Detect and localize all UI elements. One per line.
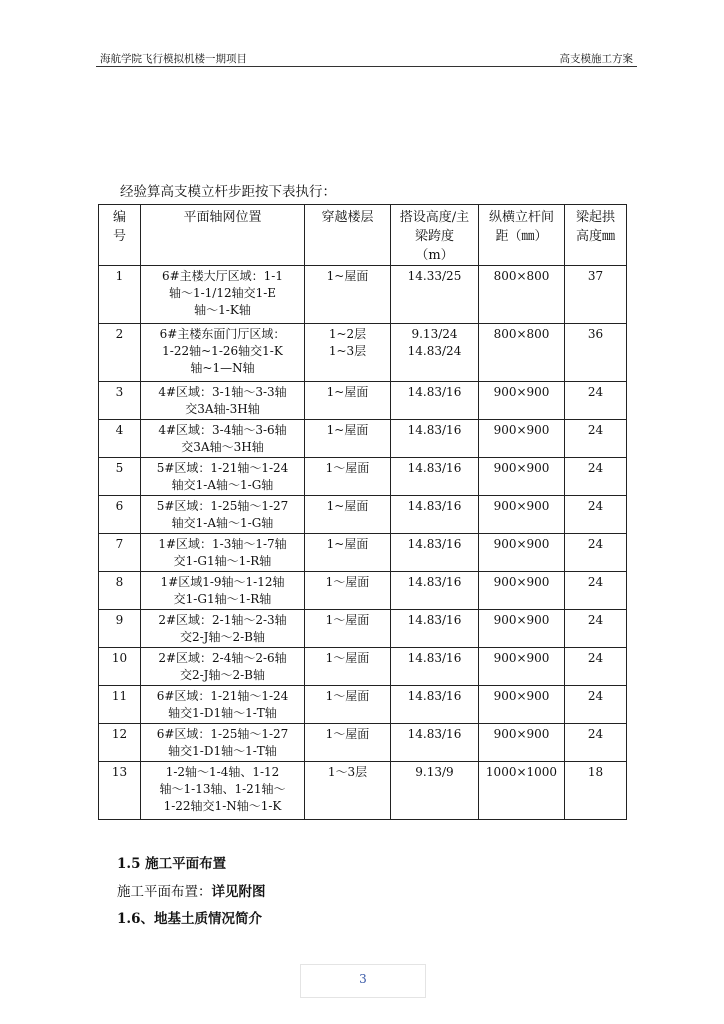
cell-height-span: 14.83/16 bbox=[391, 648, 479, 686]
cell-pole-spacing: 900×900 bbox=[479, 382, 565, 420]
cell-camber: 36 bbox=[565, 324, 627, 382]
cell-camber: 37 bbox=[565, 266, 627, 324]
cell-axis-position: 2#区域：2-1轴～2-3轴 交2-J轴～2-B轴 bbox=[141, 610, 305, 648]
cell-height-span: 14.83/16 bbox=[391, 458, 479, 496]
cell-axis-position: 6#主楼东面门厅区域： 1-22轴~1-26轴交1-K 轴~1—N轴 bbox=[141, 324, 305, 382]
cell-pole-spacing: 900×900 bbox=[479, 496, 565, 534]
table-row bbox=[99, 420, 627, 458]
cell-height-span: 14.83/16 bbox=[391, 686, 479, 724]
cell-axis-position: 1-2轴～1-4轴、1-12 轴～1-13轴、1-21轴～ 1-22轴交1-N轴～1-K bbox=[141, 762, 305, 820]
cell-floors: 1～3层 bbox=[305, 762, 391, 820]
cell-floors: 1~屋面 bbox=[305, 266, 391, 324]
cell-camber: 24 bbox=[565, 496, 627, 534]
table-row bbox=[99, 648, 627, 686]
cell-floors: 1~屋面 bbox=[305, 496, 391, 534]
cell-height-span: 9.13/24 14.83/24 bbox=[391, 324, 479, 382]
cell-height-span: 9.13/9 bbox=[391, 762, 479, 820]
table-row bbox=[99, 686, 627, 724]
cell-floors: 1~屋面 bbox=[305, 420, 391, 458]
cell-axis-position: 6#区域：1-21轴～1-24 轴交1-D1轴～1-T轴 bbox=[141, 686, 305, 724]
site-layout-label: 施工平面布置： bbox=[117, 884, 212, 900]
cell-axis-position: 6#区域：1-25轴～1-27 轴交1-D1轴～1-T轴 bbox=[141, 724, 305, 762]
site-layout-line bbox=[117, 880, 266, 900]
cell-pole-spacing: 900×900 bbox=[479, 686, 565, 724]
cell-pole-spacing: 900×900 bbox=[479, 458, 565, 496]
header-cell-floors: 穿越楼层 bbox=[305, 205, 391, 266]
cell-height-span: 14.83/16 bbox=[391, 724, 479, 762]
cell-number: 10 bbox=[99, 648, 141, 686]
cell-number: 5 bbox=[99, 458, 141, 496]
cell-height-span: 14.83/16 bbox=[391, 572, 479, 610]
page-header bbox=[96, 50, 637, 67]
cell-height-span: 14.33/25 bbox=[391, 266, 479, 324]
cell-camber: 24 bbox=[565, 458, 627, 496]
cell-number: 9 bbox=[99, 610, 141, 648]
cell-axis-position: 2#区域：2-4轴～2-6轴 交2-J轴～2-B轴 bbox=[141, 648, 305, 686]
cell-camber: 24 bbox=[565, 648, 627, 686]
table-row bbox=[99, 572, 627, 610]
cell-height-span: 14.83/16 bbox=[391, 420, 479, 458]
section-heading-soil: 1.6、地基土质情况简介 bbox=[117, 911, 262, 927]
cell-axis-position: 5#区域：1-25轴～1-27 轴交1-A轴～1-G轴 bbox=[141, 496, 305, 534]
cell-pole-spacing: 900×900 bbox=[479, 610, 565, 648]
table-row bbox=[99, 724, 627, 762]
cell-axis-position: 4#区域：3-1轴～3-3轴 交3A轴-3H轴 bbox=[141, 382, 305, 420]
table-header-row bbox=[99, 205, 627, 266]
cell-floors: 1～屋面 bbox=[305, 724, 391, 762]
cell-pole-spacing: 800×800 bbox=[479, 266, 565, 324]
cell-pole-spacing: 900×900 bbox=[479, 420, 565, 458]
cell-pole-spacing: 900×900 bbox=[479, 648, 565, 686]
cell-floors: 1～屋面 bbox=[305, 648, 391, 686]
cell-camber: 24 bbox=[565, 610, 627, 648]
cell-number: 7 bbox=[99, 534, 141, 572]
cell-number: 8 bbox=[99, 572, 141, 610]
cell-height-span: 14.83/16 bbox=[391, 534, 479, 572]
cell-number: 6 bbox=[99, 496, 141, 534]
cell-camber: 24 bbox=[565, 534, 627, 572]
table-row bbox=[99, 496, 627, 534]
table-row bbox=[99, 266, 627, 324]
cell-height-span: 14.83/16 bbox=[391, 496, 479, 534]
cell-number: 12 bbox=[99, 724, 141, 762]
cell-pole-spacing: 900×900 bbox=[479, 534, 565, 572]
cell-axis-position: 1#区域：1-3轴～1-7轴 交1-G1轴～1-R轴 bbox=[141, 534, 305, 572]
header-project-name: 海航学院飞行模拟机楼一期项目 bbox=[100, 53, 247, 65]
cell-floors: 1～屋面 bbox=[305, 458, 391, 496]
cell-axis-position: 5#区域：1-21轴～1-24 轴交1-A轴～1-G轴 bbox=[141, 458, 305, 496]
header-cell-number: 编 号 bbox=[99, 205, 141, 266]
table-row bbox=[99, 382, 627, 420]
cell-camber: 24 bbox=[565, 724, 627, 762]
table-row bbox=[99, 610, 627, 648]
header-document-title: 高支模施工方案 bbox=[559, 53, 633, 65]
cell-floors: 1～屋面 bbox=[305, 610, 391, 648]
header-cell-pole-spacing: 纵横立杆间 距（㎜） bbox=[479, 205, 565, 266]
table-row bbox=[99, 534, 627, 572]
cell-floors: 1~2层 1~3层 bbox=[305, 324, 391, 382]
cell-pole-spacing: 1000×1000 bbox=[479, 762, 565, 820]
cell-pole-spacing: 900×900 bbox=[479, 724, 565, 762]
page-number: 3 bbox=[300, 964, 426, 998]
section-heading-site-layout: 1.5 施工平面布置 bbox=[117, 856, 227, 872]
table-row bbox=[99, 324, 627, 382]
cell-pole-spacing: 900×900 bbox=[479, 572, 565, 610]
cell-height-span: 14.83/16 bbox=[391, 382, 479, 420]
cell-number: 13 bbox=[99, 762, 141, 820]
cell-number: 1 bbox=[99, 266, 141, 324]
cell-axis-position: 6#主楼大厅区域：1-1 轴～1-1/12轴交1-E 轴～1-K轴 bbox=[141, 266, 305, 324]
cell-camber: 24 bbox=[565, 382, 627, 420]
table-row bbox=[99, 458, 627, 496]
cell-number: 2 bbox=[99, 324, 141, 382]
cell-floors: 1～屋面 bbox=[305, 572, 391, 610]
table-row bbox=[99, 762, 627, 820]
cell-camber: 18 bbox=[565, 762, 627, 820]
cell-camber: 24 bbox=[565, 686, 627, 724]
cell-camber: 24 bbox=[565, 572, 627, 610]
cell-floors: 1~屋面 bbox=[305, 534, 391, 572]
table-intro-text: 经验算高支模立杆步距按下表执行： bbox=[120, 184, 336, 200]
site-layout-reference: 详见附图 bbox=[211, 884, 266, 900]
header-cell-height-span: 搭设高度/主 梁跨度 （m） bbox=[391, 205, 479, 266]
cell-height-span: 14.83/16 bbox=[391, 610, 479, 648]
cell-floors: 1~屋面 bbox=[305, 382, 391, 420]
cell-axis-position: 4#区域：3-4轴～3-6轴 交3A轴～3H轴 bbox=[141, 420, 305, 458]
header-cell-camber: 梁起拱 高度㎜ bbox=[565, 205, 627, 266]
cell-camber: 24 bbox=[565, 420, 627, 458]
cell-number: 11 bbox=[99, 686, 141, 724]
cell-axis-position: 1#区域1-9轴～1-12轴 交1-G1轴～1-R轴 bbox=[141, 572, 305, 610]
cell-floors: 1～屋面 bbox=[305, 686, 391, 724]
header-cell-axis-position: 平面轴网位置 bbox=[141, 205, 305, 266]
cell-pole-spacing: 800×800 bbox=[479, 324, 565, 382]
pole-spacing-table bbox=[98, 204, 627, 820]
cell-number: 3 bbox=[99, 382, 141, 420]
cell-number: 4 bbox=[99, 420, 141, 458]
